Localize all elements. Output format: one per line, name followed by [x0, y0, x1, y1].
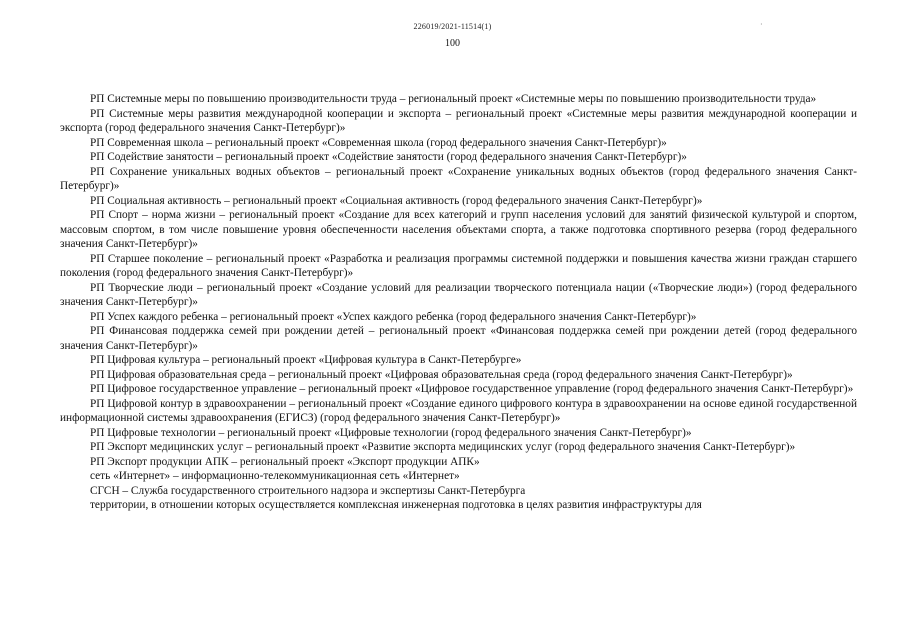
- abbreviation-entry: РП Социальная активность – региональный проект «Социальная активность (город федерального значения Санкт-Петербург)»: [90, 194, 703, 207]
- abbreviation-entry: РП Сохранение уникальных водных объектов – региональный проект «Сохранение уникальных водных объектов (город федерального значения Санкт-Петербург)»: [60, 165, 857, 192]
- page-number: 100: [445, 38, 460, 49]
- abbreviation-entry: РП Старшее поколение – региональный проект «Разработка и реализация программы системной поддержки и повышения качества жизни граждан старшего поколения (город федерального значения Санкт-Петербург)»: [60, 252, 857, 279]
- abbreviation-entry: РП Содействие занятости – региональный проект «Содействие занятости (город федерального значения Санкт-Петербург)»: [90, 151, 687, 163]
- document-id: 226019/2021-11514(1): [413, 22, 492, 31]
- abbreviation-entry: сеть «Интернет» – информационно-телекоммуникационная сеть «Интернет»: [90, 470, 460, 482]
- abbreviation-entry: РП Экспорт медицинских услуг – региональный проект «Развитие экспорта медицинских услуг (город федерального значения Санкт-Петербург)»: [90, 441, 796, 453]
- abbreviation-entry: РП Цифровые технологии – региональный проект «Цифровые технологии (город федерального значения Санкт-Петербург)»: [90, 426, 692, 439]
- abbreviation-entry: РП Экспорт продукции АПК – региональный проект «Экспорт продукции АПК»: [90, 455, 480, 468]
- abbreviation-entry: РП Творческие люди – региональный проект «Создание условий для реализации творческого потенциала нации («Творческие люди») (город федерального значения Санкт-Петербург)»: [60, 281, 857, 308]
- abbreviation-entry: РП Успех каждого ребенка – региональный проект «Успех каждого ребенка (город федерального значения Санкт-Петербург)»: [90, 310, 697, 323]
- abbreviations-list: [60, 92, 857, 513]
- abbreviation-entry: РП Цифровая культура – региональный проект «Цифровая культура в Санкт-Петербурге»: [90, 354, 522, 366]
- abbreviation-entry: территории, в отношении которых осуществляется комплексная инженерная подготовка в целях развития инфраструктуры для: [90, 499, 702, 511]
- abbreviation-entry: РП Спорт – норма жизни – региональный проект «Создание для всех категорий и групп населения условий для занятий физической культурой и спортом, массовым спортом, в том числе повышение уровня обеспеченности населения объектами спорта, а также подготовка спортивного резерва (город федерального значения Санкт-Петербург)»: [60, 209, 857, 250]
- abbreviation-entry: РП Системные меры развития международной кооперации и экспорта – региональный проект «Системные меры развития международной кооперации и экспорта (город федерального значения Санкт-Петербург)»: [60, 107, 857, 134]
- abbreviation-entry: РП Цифровое государственное управление – региональный проект «Цифровое государственное управление (город федерального значения Санкт-Петербург)»: [90, 383, 854, 395]
- abbreviation-entry: СГСН – Служба государственного строительного надзора и экспертизы Санкт-Петербурга: [90, 484, 526, 497]
- abbreviation-entry: РП Финансовая поддержка семей при рождении детей – региональный проект «Финансовая поддержка семей при рождении детей (город федерального значения Санкт-Петербург)»: [60, 325, 857, 352]
- abbreviation-entry: РП Системные меры по повышению производительности труда – региональный проект «Системные меры по повышению производительности труда»: [90, 93, 817, 105]
- abbreviation-entry: РП Современная школа – региональный проект «Современная школа (город федерального значения Санкт-Петербург)»: [90, 136, 667, 149]
- abbreviation-entry: РП Цифровая образовательная среда – региональный проект «Цифровая образовательная среда (город федерального значения Санкт-Петербург)»: [90, 368, 793, 381]
- scan-mark: ·: [760, 20, 763, 29]
- abbreviation-entry: РП Цифровой контур в здравоохранении – региональный проект «Создание единого цифрового контура в здравоохранении на основе единой государственной информационной системы здравоохранения (ЕГИСЗ) (город федерального значения Санкт-Петербург)»: [60, 397, 857, 424]
